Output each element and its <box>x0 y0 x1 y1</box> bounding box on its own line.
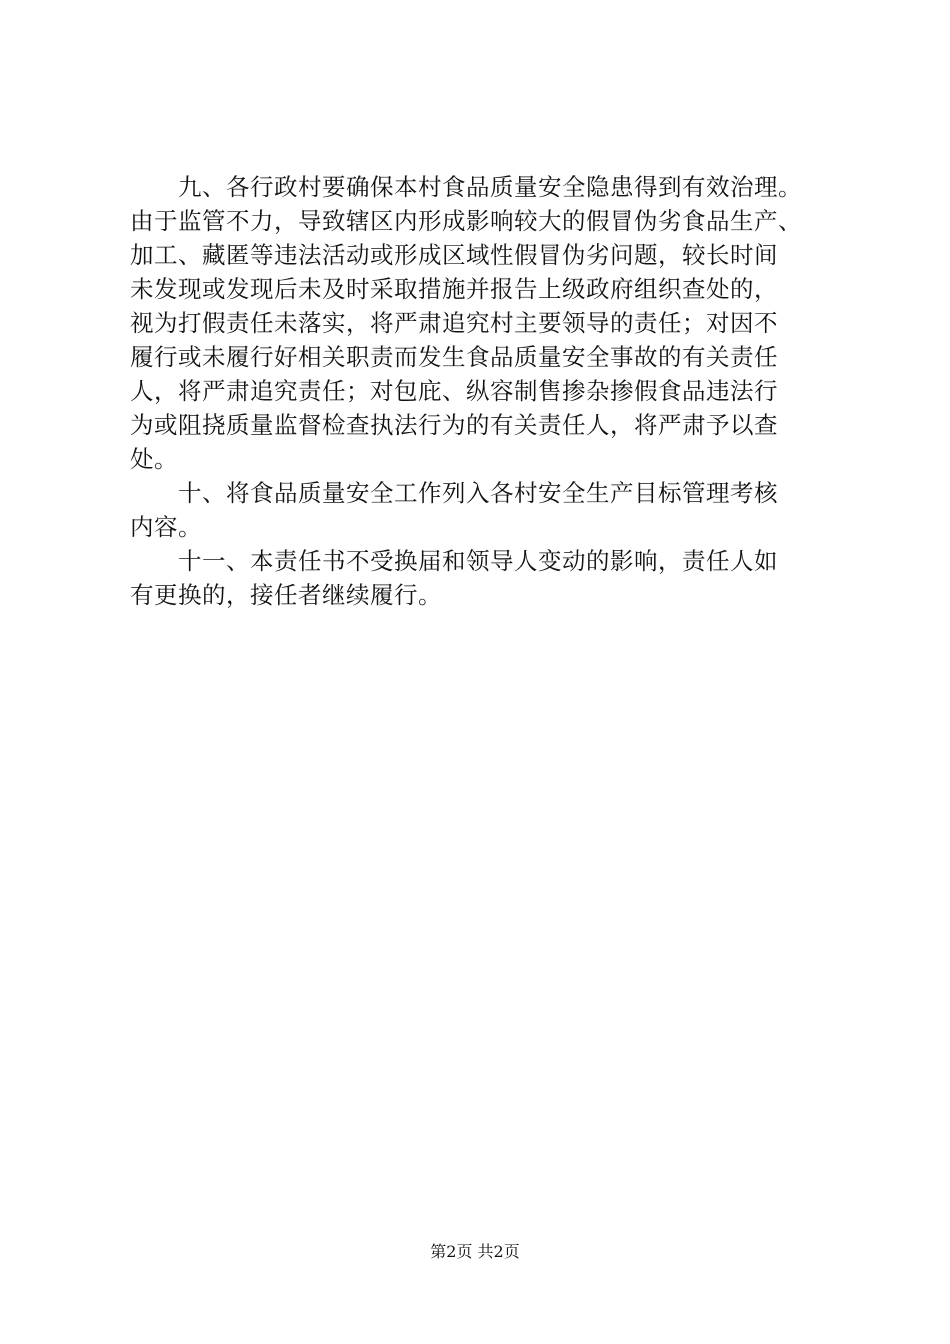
paragraph-9-line-5: 视为打假责任未落实，将严肃追究村主要领导的责任；对因不 <box>130 309 778 337</box>
paragraph-9-line-1: 九、各行政村要确保本村食品质量安全隐患得到有效治理。 <box>130 173 802 201</box>
page-number-footer: 第2页 共2页 <box>430 1242 520 1261</box>
paragraph-9-line-3: 加工、藏匿等违法活动或形成区域性假冒伪劣问题，较长时间 <box>130 241 778 269</box>
paragraph-9-line-2: 由于监管不力，导致辖区内形成影响较大的假冒伪劣食品生产、 <box>130 207 802 235</box>
paragraph-10-line-2: 内容。 <box>130 513 202 541</box>
paragraph-9-line-7: 人，将严肃追究责任；对包庇、纵容制售掺杂掺假食品违法行 <box>130 377 778 405</box>
paragraph-10-line-1: 十、将食品质量安全工作列入各村安全生产目标管理考核 <box>130 479 778 507</box>
paragraph-11-line-1: 十一、本责任书不受换届和领导人变动的影响，责任人如 <box>130 547 778 575</box>
paragraph-9-line-6: 履行或未履行好相关职责而发生食品质量安全事故的有关责任 <box>130 343 778 371</box>
paragraph-9-line-9: 处。 <box>130 445 178 473</box>
paragraph-9-line-8: 为或阻挠质量监督检查执法行为的有关责任人，将严肃予以查 <box>130 411 778 439</box>
paragraph-11-line-2: 有更换的，接任者继续履行。 <box>130 581 442 609</box>
paragraph-9-line-4: 未发现或发现后未及时采取措施并报告上级政府组织查处的， <box>130 275 778 303</box>
